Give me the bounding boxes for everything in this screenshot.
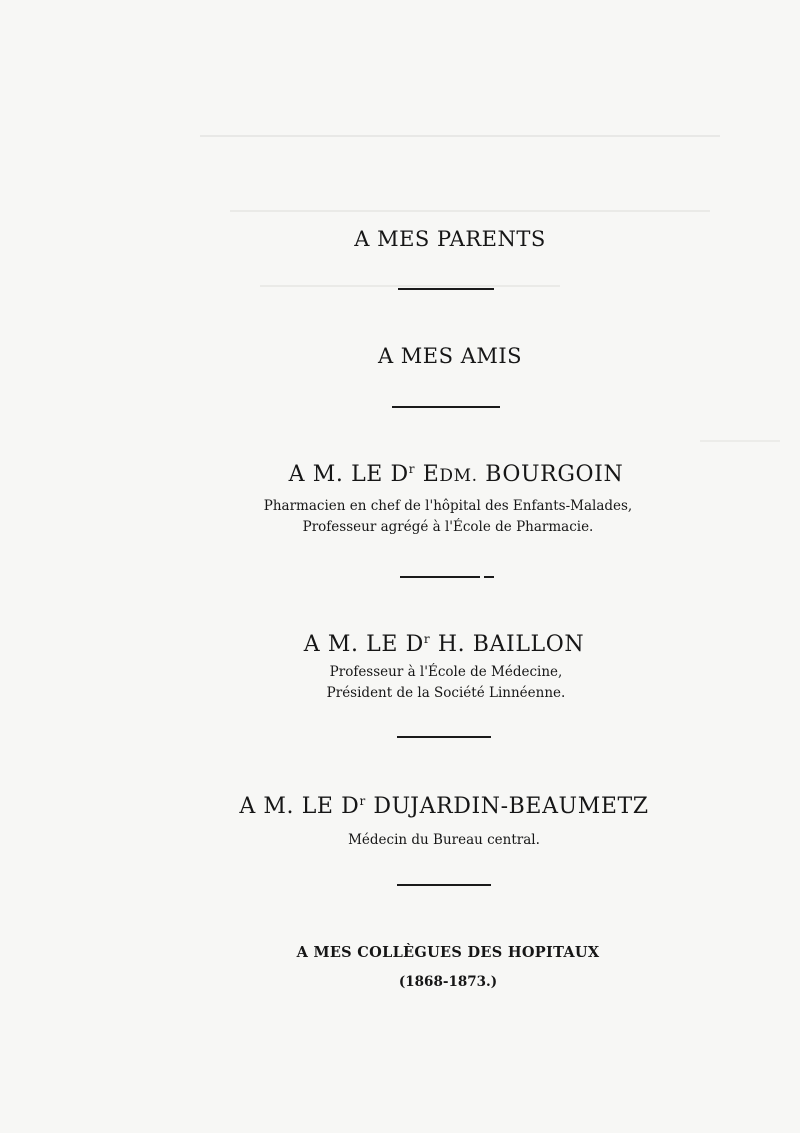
heading-superscript: r — [423, 632, 431, 646]
divider-rule — [397, 884, 491, 886]
heading-prefix: A M. LE D — [303, 632, 424, 657]
dedication-dujardin-heading — [44, 796, 800, 818]
bourgoin-title-line-2: Professeur agrégé à l'École de Pharmacie. — [302, 519, 594, 535]
heading-prefix: A M. LE D — [239, 794, 360, 819]
divider-rule — [397, 736, 491, 738]
heading-name: H. BAILLON — [437, 632, 585, 657]
heading-name: BOURGOIN — [485, 462, 624, 487]
divider-rule — [392, 406, 500, 408]
dujardin-title-line-1: Médecin du Bureau central. — [348, 832, 540, 848]
bleed-through-texture — [700, 440, 780, 442]
dedication-collegues: A MES COLLÈGUES DES HOPITAUX — [296, 944, 600, 961]
heading-name: DUJARDIN-BEAUMETZ — [373, 794, 649, 819]
dedication-baillon-heading — [44, 634, 800, 656]
dedication-parents: A MES PARENTS — [354, 227, 546, 251]
bleed-through-texture — [230, 210, 710, 212]
collegues-years: (1868-1873.) — [398, 974, 498, 990]
divider-rule — [400, 576, 480, 578]
bleed-through-texture — [200, 135, 720, 137]
dedication-amis: A MES AMIS — [377, 344, 523, 368]
bleed-through-texture — [260, 285, 560, 287]
heading-initial: E — [422, 462, 440, 487]
divider-rule — [398, 288, 494, 290]
bourgoin-title-line-1: Pharmacien en chef de l'hôpital des Enfants-Malades, — [263, 498, 633, 514]
heading-superscript: r — [359, 794, 366, 808]
heading-initial-smallcaps: DM. — [439, 466, 478, 486]
baillon-title-line-2: Président de la Société Linnéenne. — [326, 685, 566, 701]
baillon-title-line-1: Professeur à l'École de Médecine, — [329, 664, 563, 680]
dedication-bourgoin-heading — [56, 464, 800, 486]
heading-superscript: r — [408, 462, 416, 476]
divider-rule — [484, 576, 494, 578]
heading-prefix: A M. LE D — [288, 462, 409, 487]
